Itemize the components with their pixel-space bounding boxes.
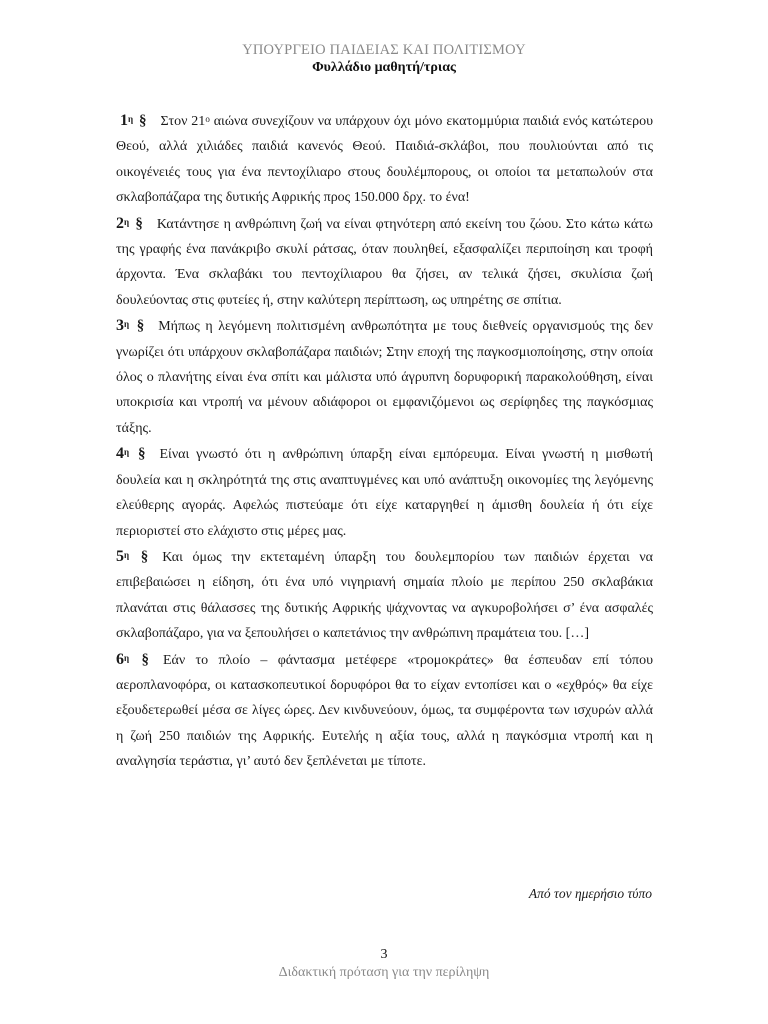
paragraph-text: Και όμως την εκτεταμένη ύπαρξη του δουλεμπορίου των παιδιών έρχεται να επιβεβαιώσει η είδηση, ότι ένα υπό νιγηριανή σημαία πλοίο με περίπου 250 σκλαβάκια πλανάται στις θάλασσες της δυτικής Αφρικής ψάχνοντας να αγκυροβολήσει σ’ ένα ασφαλές σκλαβοπάζαρο, για να ξεπουλήσει ο καπετάνιος την ανθρώπινη πραμάτεια του. […] — [116, 549, 654, 642]
section-sign: § — [140, 548, 149, 565]
footer-text: Διδακτική πρόταση για την περίληψη — [278, 965, 490, 980]
paragraph-text: Εάν το πλοίο – φάντασμα μετέφερε «τρομοκράτες» θα έσπευδαν επί τόπου αεροπλανοφόρα, οι κατασκοπευτικοί δορυφόροι θα το είχαν εντοπίσει και ο «εχθρός» θα είχε εξουδετερωθεί μέσα σε λίγες ώρες. Δεν κινδυνεύουν, όμως, τα συμφέροντα των ισχυρών αλλά η ζωή 250 παιδιών της Αφρικής. Ευτελής η αξία τους, αλλά η παγκόσμια ντροπή και η αναλγησία τεράστια, γι’ αυτό δεν ξεπλένεται με τίποτε. — [116, 652, 653, 770]
paragraph-text: Είναι γνωστό ότι η ανθρώπινη ύπαρξη είναι εμπόρευμα. Είναι γνωστή η μισθωτή δουλεία και η σκληρότητά της στις αναπτυγμένες και υπό ανάπτυξη οικονομίες της λεγόμενης ελεύθερης αγοράς. Αφελώς πιστεύαμε ότι είχε καταργηθεί η άμισθη δουλεία ή ότι είχε περιοριστεί στο ελάχιστο στις μέρες μας. — [116, 447, 654, 539]
page-header — [0, 42, 768, 77]
paragraph-6 — [116, 647, 653, 775]
paragraph-number: $4^\eta$ — [116, 445, 130, 463]
article-body — [116, 108, 653, 775]
page-footer — [0, 946, 768, 982]
paragraph-4 — [116, 441, 653, 544]
paragraph-text: Στον $21^o$ αιώνα συνεχίζουν να υπάρχουν όχι μόνο εκατομμύρια παιδιά ενός κατώτερου Θεού, αλλά χιλιάδες παιδιά κανενός Θεού. Παιδιά-σκλάβοι, που πουλιούνται από τις οικογένειές τους για ένα πεντοχίλιαρο στους δουλέμπορους, οι οποίοι τα μεταπωλούν στα σκλαβοπάζαρα της δυτικής Αφρικής προς 150.000 δρχ. το ένα! — [116, 114, 654, 206]
section-sign: § — [135, 215, 143, 232]
document-subtitle: Φυλλάδιο μαθητή/τριας — [312, 60, 456, 75]
paragraph-2 — [116, 211, 653, 314]
paragraph-3 — [116, 313, 653, 441]
section-sign: § — [139, 113, 147, 129]
paragraph-number: $3^\eta$ — [116, 317, 130, 335]
paragraph-text: Κατάντησε η ανθρώπινη ζωή να είναι φτηνότερη από εκείνη του ζώου. Στο κάτω κάτω της γραφής ένα πανάκριβο σκυλί ράτσας, όταν πουληθεί, εξασφαλίζει περιποίηση και τροφή άρχοντα. Ένα σκλαβάκι του πεντοχίλιαρου θα ζήσει, αν τελικά ζήσει, σκυλίσια ζωή δουλεύοντας στις φυτείες ή, στην καλύτερη περίπτωση, ως υπηρέτης σε σπίτια. — [116, 216, 653, 308]
section-sign: § — [141, 651, 149, 668]
section-sign: § — [136, 318, 145, 335]
page-number: 3 — [380, 947, 388, 962]
paragraph-number: $2^\eta$ — [116, 214, 130, 232]
source-attribution: Από τον ημερήσιο τύπο — [528, 886, 652, 901]
paragraph-5 — [116, 544, 653, 647]
paragraph-number: $5^\eta$ — [116, 547, 130, 565]
ministry-title: ΥΠΟΥΡΓΕΙΟ ΠΑΙΔΕΙΑΣ ΚΑΙ ΠΟΛΙΤΙΣΜΟΥ — [242, 42, 526, 58]
paragraph-text: Μήπως η λεγόμενη πολιτισμένη ανθρωπότητα με τους διεθνείς οργανισμούς της δεν γνωρίζει ότι υπάρχουν σκλαβοπάζαρα παιδιών; Στην εποχή της παγκοσμιοποίησης, στην οποία όλος ο πλανήτης είναι ένα σπίτι και μάλιστα υπό άγρυπνη δορυφορική παρακολούθηση, είναι υποκρισία και ντροπή να μένουν αδιάφοροι οι εμφανιζόμενοι ως σερίφηδες της παγκόσμιας τάξης. — [116, 319, 654, 436]
section-sign: § — [138, 446, 146, 463]
paragraph-number: $1^\eta$ — [120, 112, 134, 129]
paragraph-number: $6^\eta$ — [116, 650, 130, 668]
paragraph-1 — [116, 108, 653, 211]
